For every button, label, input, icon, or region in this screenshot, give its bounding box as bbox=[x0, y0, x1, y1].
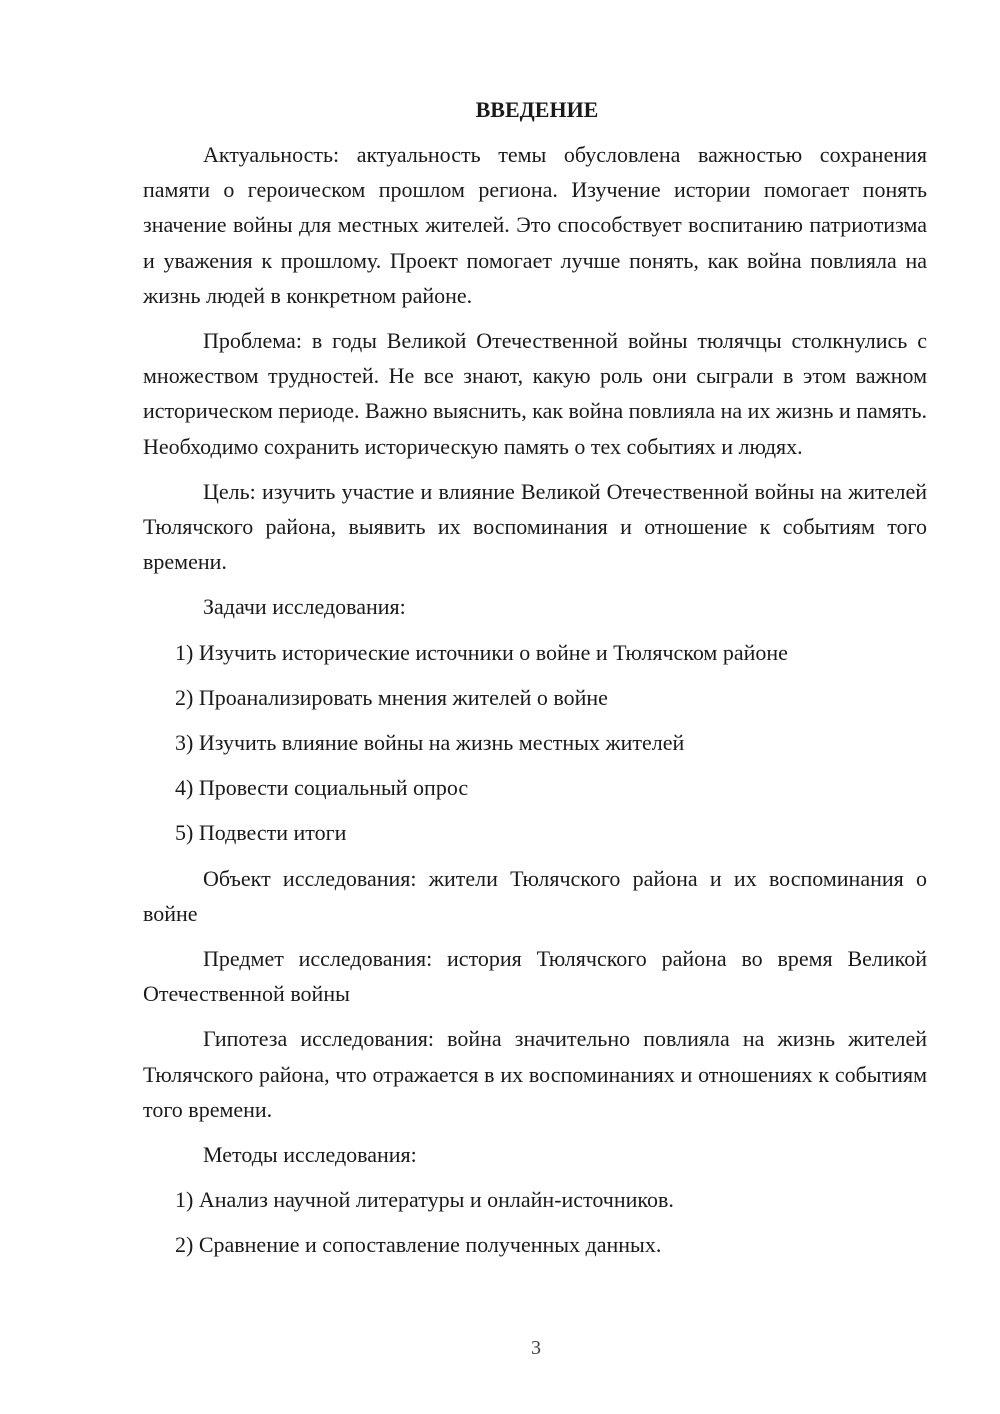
problem-paragraph: Проблема: в годы Великой Отечественной войны тюлячцы столкнулись с множеством трудностей. Не все знают, какую роль они сыграли в этом важном историческом периоде. Важно выяснить, как война повлияла на их жизнь и память. Необходимо сохранить историческую память о тех событиях и людях. bbox=[143, 328, 927, 459]
list-item: 2) Сравнение и сопоставление полученных данных. bbox=[175, 1232, 662, 1258]
tasks-label: Задачи исследования: bbox=[203, 594, 406, 620]
goal-paragraph: Цель: изучить участие и влияние Великой Отечественной войны на жителей Тюлячского района, выявить их воспоминания и отношение к событиям того времени. bbox=[143, 478, 927, 575]
list-item: 5) Подвести итоги bbox=[175, 820, 347, 846]
methods-label: Методы исследования: bbox=[203, 1142, 417, 1168]
methods-list bbox=[143, 1182, 927, 1262]
relevance-paragraph: Актуальность: актуальность темы обусловлена важностью сохранения памяти о героическом прошлом региона. Изучение истории помогает понять значение войны для местных жителей. Это способствует воспитанию патриотизма и уважения к прошлому. Проект помогает лучше понять, как война повлияла на жизнь людей в конкретном районе. bbox=[143, 142, 927, 308]
list-item: 4) Провести социальный опрос bbox=[175, 775, 469, 801]
list-item: 3) Изучить влияние войны на жизнь местных жителей bbox=[175, 730, 685, 756]
page-number: 3 bbox=[531, 1337, 541, 1359]
object-paragraph: Объект исследования: жители Тюлячского района и их воспоминания о войне bbox=[143, 865, 927, 926]
section-heading: ВВЕДЕНИЕ bbox=[475, 97, 599, 122]
list-item: 1) Изучить исторические источники о войне и Тюлячском районе bbox=[175, 639, 788, 665]
list-item: 2) Проанализировать мнения жителей о войне bbox=[175, 684, 608, 710]
subject-paragraph: Предмет исследования: история Тюлячского района во время Великой Отечественной войны bbox=[143, 946, 927, 1007]
page-content bbox=[143, 95, 927, 1273]
list-item: 1) Анализ научной литературы и онлайн-источников. bbox=[175, 1187, 674, 1213]
hypothesis-paragraph: Гипотеза исследования: война значительно повлияла на жизнь жителей Тюлячского района, что отражается в их воспоминаниях и отношениях к событиям того времени. bbox=[143, 1026, 927, 1122]
tasks-list bbox=[143, 635, 927, 851]
